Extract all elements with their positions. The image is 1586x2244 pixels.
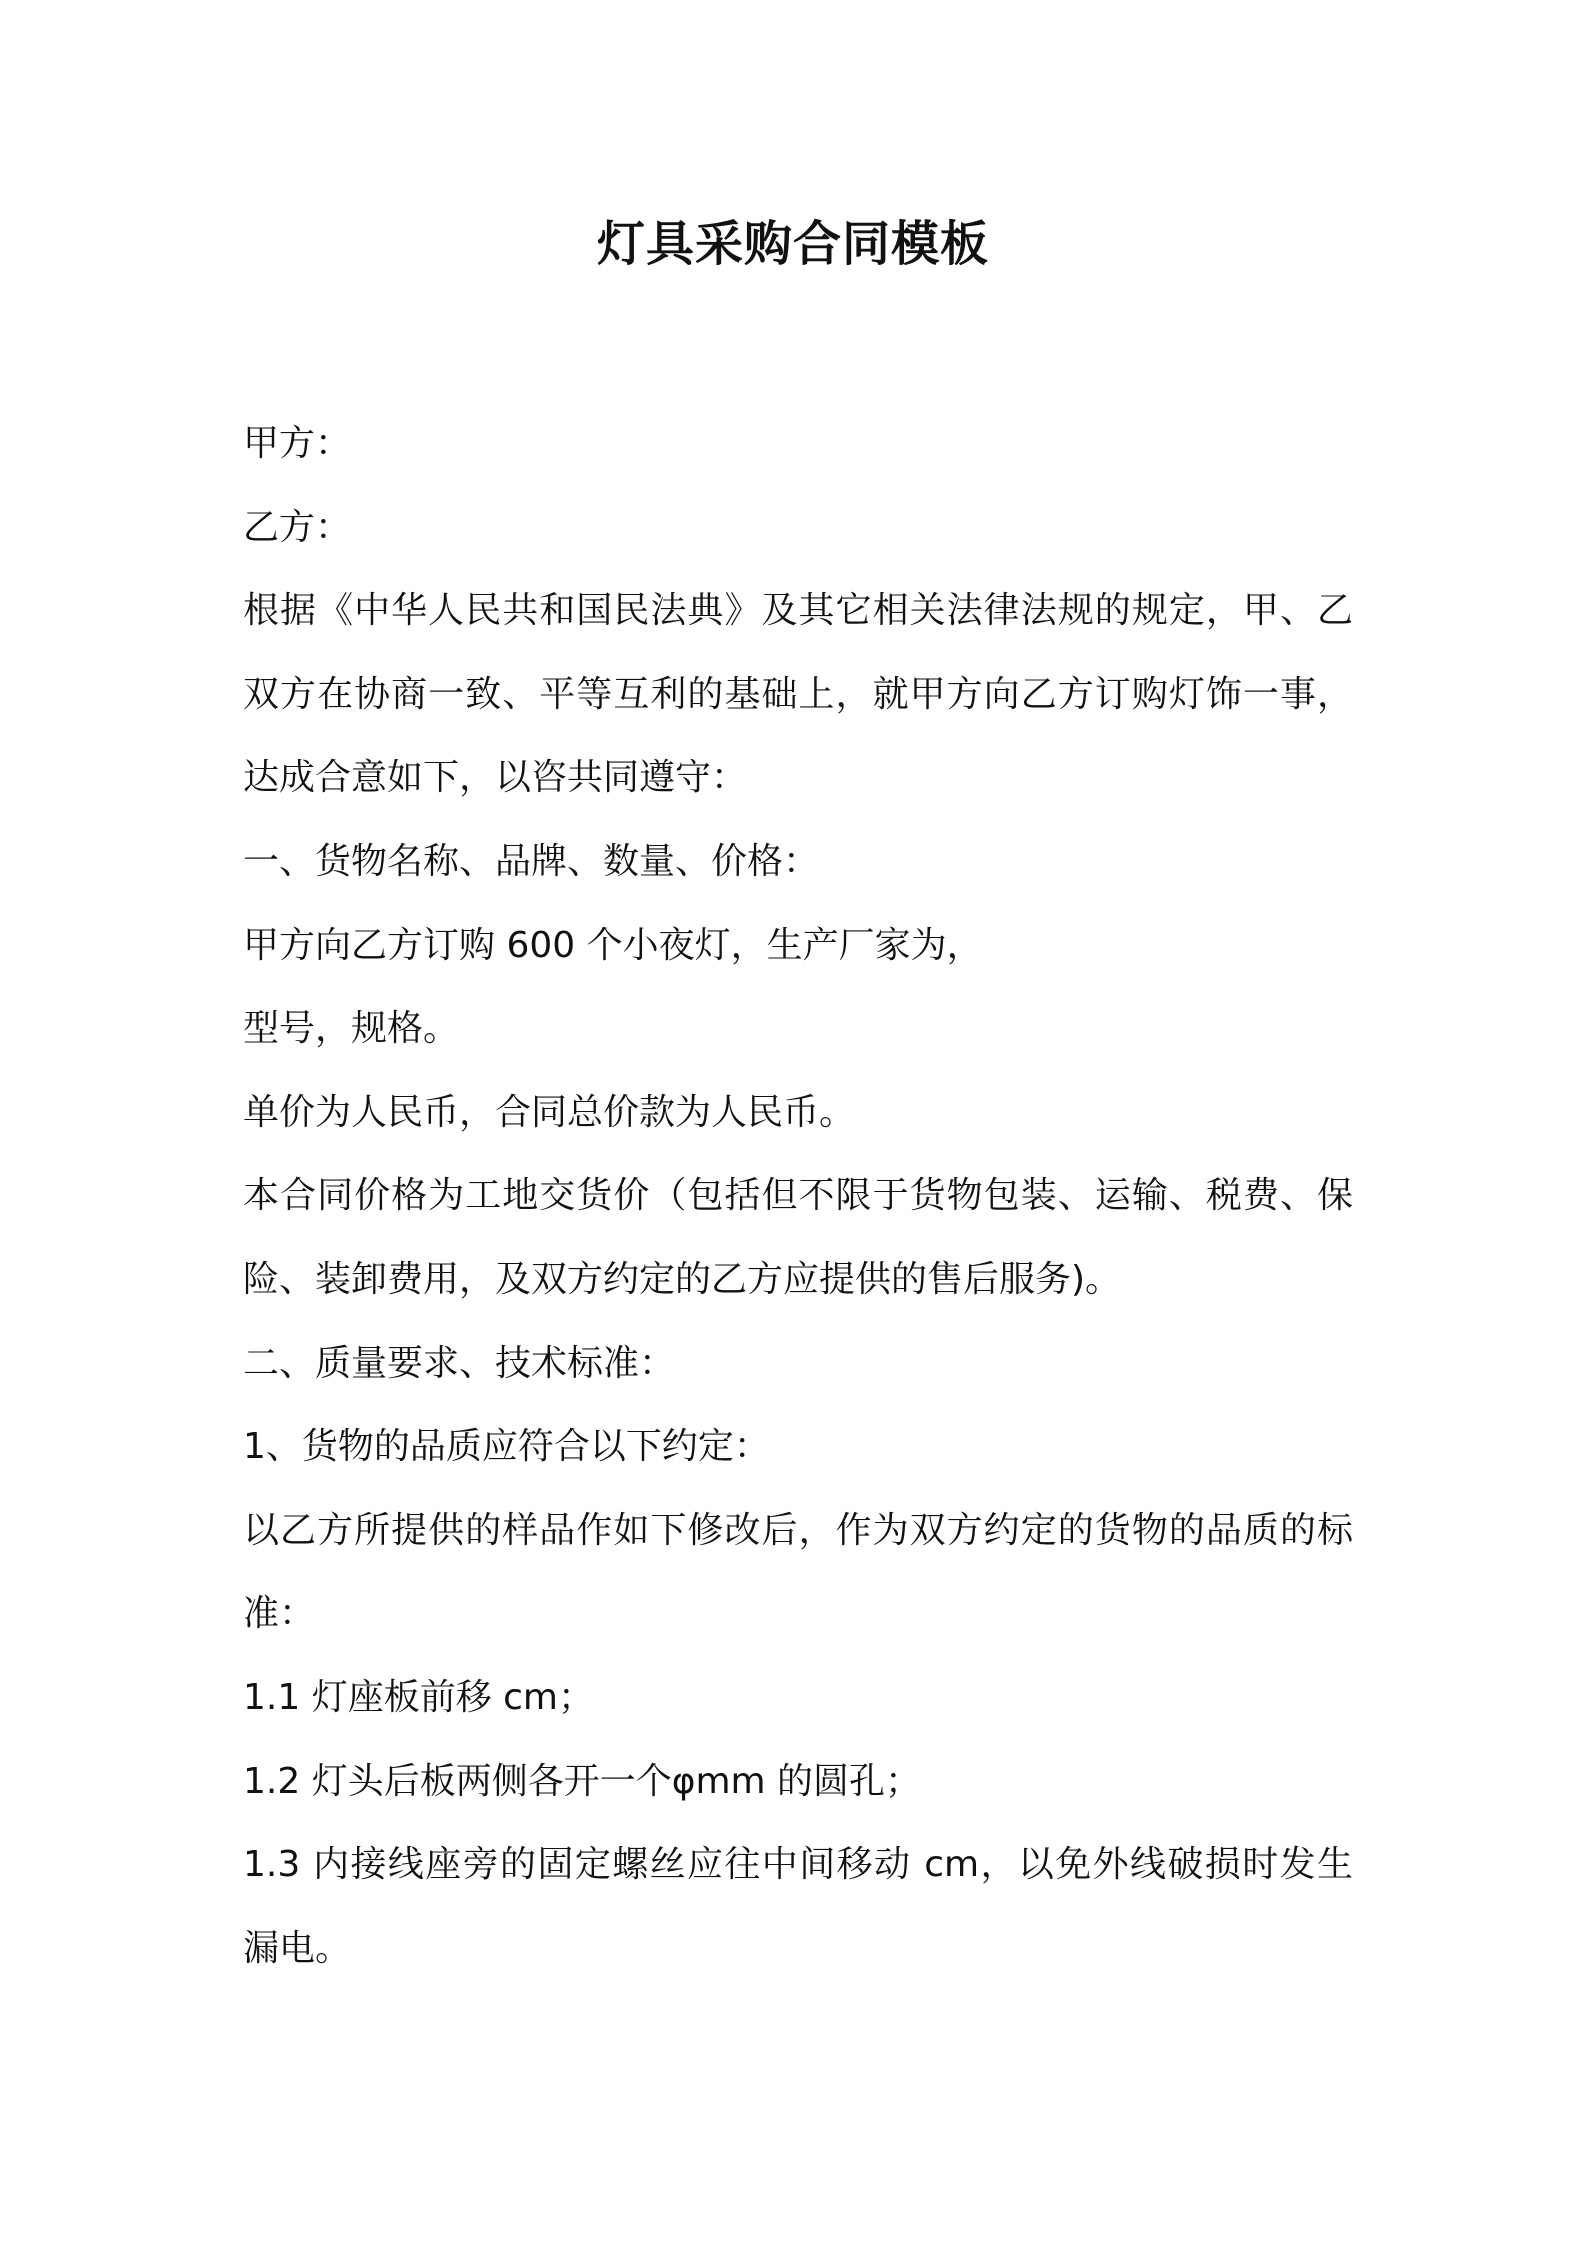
document-title: 灯具采购合同模板: [596, 216, 989, 272]
paragraph-line: 以乙方所提供的样品作如下修改后，作为双方约定的货物的品质的标: [243, 1509, 1353, 1551]
paragraph-line: 准：: [243, 1593, 316, 1635]
document-body: [243, 402, 1353, 1990]
paragraph-line: 甲方向乙方订购 600 个小夜灯，生产厂家为，: [243, 924, 983, 966]
party-a-line: 甲方：: [243, 423, 352, 464]
paragraph-line: 险、装卸费用，及双方约定的乙方应提供的售后服务)。: [243, 1258, 1122, 1300]
clause-line: 1、货物的品质应符合以下约定：: [243, 1426, 770, 1468]
clause-line: 1.3 内接线座旁的固定螺丝应往中间移动 cm，以免外线破损时发生: [243, 1844, 1353, 1886]
clause-line: 漏电。: [243, 1927, 352, 1969]
preamble-line: 双方在协商一致、平等互利的基础上，就甲方向乙方订购灯饰一事，: [243, 673, 1353, 715]
clause-line: 1.1 灯座板前移 cm；: [243, 1676, 595, 1718]
paragraph-line: 单价为人民币，合同总价款为人民币。: [243, 1091, 856, 1133]
section-heading: 二、质量要求、技术标准：: [243, 1342, 676, 1384]
clause-line: 1.2 灯头后板两侧各开一个φmm 的圆孔；: [243, 1760, 922, 1802]
paragraph-line: 型号，规格。: [243, 1008, 460, 1050]
section-heading: 一、货物名称、品牌、数量、价格：: [243, 840, 820, 882]
party-b-line: 乙方：: [243, 506, 352, 548]
preamble-line: 达成合意如下，以咨共同遵守：: [243, 757, 748, 799]
preamble-line: 根据《中华人民共和国民法典》及其它相关法律法规的规定，甲、乙: [243, 590, 1353, 632]
paragraph-line: 本合同价格为工地交货价（包括但不限于货物包装、运输、税费、保: [243, 1175, 1353, 1217]
